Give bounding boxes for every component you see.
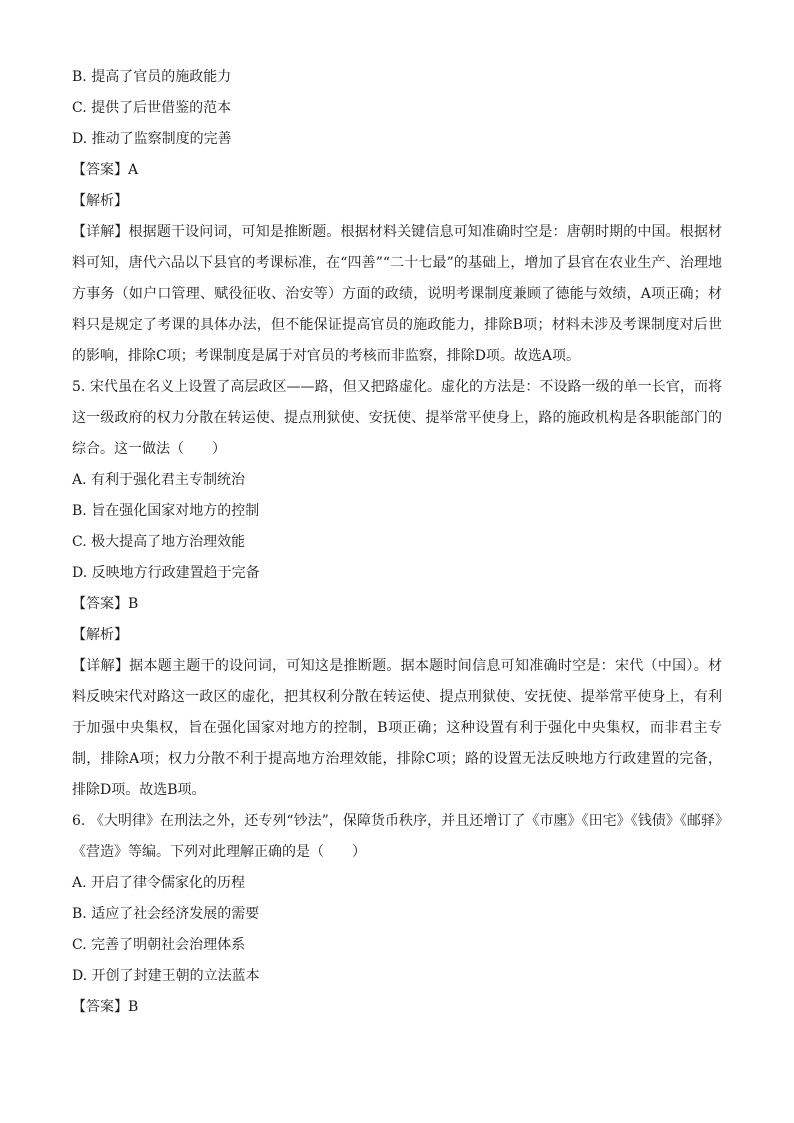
answer-value: B <box>128 596 139 612</box>
option-q5-c: C. 极大提高了地方治理效能 <box>72 534 246 550</box>
detail-tag: 【详解】 <box>72 658 130 674</box>
detail-text: 据本题主题干的设问词，可知这是推断题。据本题时间信息可知准确时空是：宋代（中国）。材料反映宋代对路这一政区的虚化，把其权利分散在转运使、提点刑狱使、安抚使、提举常平使身上，有利于加强中央集权，旨在强化国家对地方的控制，B项正确；这种设置有利于强化中央集权，而非君主专制，排除A项；权力分散不利于提高地方治理效能，排除C项；路的设置无法反映地方行政建置的完备，排除D项。故选B项。 <box>72 658 722 798</box>
question-5-stem: 5. 宋代虽在名义上设置了高层政区——路，但又把路虚化。虚化的方法是：不设路一级的单一长官，而将这一级政府的权力分散在转运使、提点刑狱使、安抚使、提举常平使身上，路的施政机构是各职能部门的综合。这一做法（ ） <box>72 379 722 457</box>
option-q6-c: C. 完善了明朝社会治理体系 <box>72 937 246 953</box>
option-q4-c: C. 提供了后世借鉴的范本 <box>72 100 232 116</box>
answer-value: A <box>128 162 139 178</box>
answer-q6 <box>72 992 722 1023</box>
option-q5-d: D. 反映地方行政建置趋于完备 <box>72 565 260 581</box>
answer-tag: 【答案】 <box>72 162 128 178</box>
option-q6-d: D. 开创了封建王朝的立法蓝本 <box>72 968 260 984</box>
option-q4-d: D. 推动了监察制度的完善 <box>72 131 232 147</box>
option-q5-a: A. 有利于强化君主专制统治 <box>72 472 246 488</box>
detail-text: 根据题干设问词，可知是推断题。根据材料关键信息可知准确时空是：唐朝时期的中国。根据材料可知，唐代六品以下县官的考课标准，在“四善”“二十七最”的基础上，增加了县官在农业生产、治理地方事务（如户口管理、赋役征收、治安等）方面的政绩，说明考课制度兼顾了德能与效绩，A项正确；材料只是规定了考课的具体办法，但不能保证提高官员的施政能力，排除B项；材料未涉及考课制度对后世的影响，排除C项；考课制度是属于对官员的考核而非监察，排除D项。故选A项。 <box>72 224 723 364</box>
document-page <box>72 62 722 1023</box>
detail-tag: 【详解】 <box>72 224 129 240</box>
answer-q5 <box>72 589 722 620</box>
option-q5-b: B. 旨在强化国家对地方的控制 <box>72 503 260 519</box>
option-q4-b: B. 提高了官员的施政能力 <box>72 69 232 85</box>
option-q6-a: A. 开启了律令儒家化的历程 <box>72 875 246 891</box>
detail-q5 <box>72 651 722 806</box>
answer-q4 <box>72 155 722 186</box>
detail-q4 <box>72 217 722 372</box>
analysis-tag-q4: 【解析】 <box>72 193 128 209</box>
question-6-stem: 6. 《大明律》在刑法之外，还专列“钞法”，保障货币秩序，并且还增订了《市廛》《田宅》《钱债》《邮驿》《营造》等编。下列对此理解正确的是（ ） <box>72 813 722 860</box>
answer-tag: 【答案】 <box>72 999 128 1015</box>
answer-tag: 【答案】 <box>72 596 128 612</box>
option-q6-b: B. 适应了社会经济发展的需要 <box>72 906 260 922</box>
analysis-tag-q5: 【解析】 <box>72 627 128 643</box>
answer-value: B <box>128 999 139 1015</box>
